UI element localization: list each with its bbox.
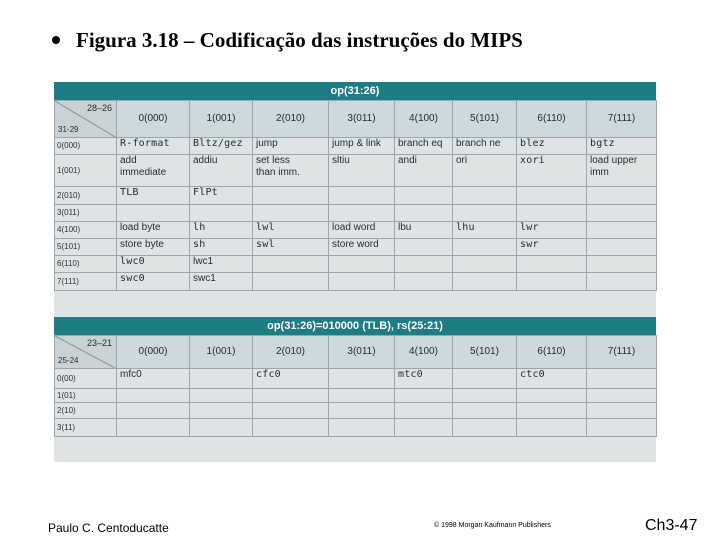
instruction-name: swc1	[193, 273, 216, 284]
column-header: 2(010)	[253, 336, 329, 369]
instruction-cell	[587, 155, 657, 187]
row-header: 6(110)	[55, 256, 117, 273]
column-header: 5(101)	[453, 101, 517, 138]
instruction-name: load word	[332, 222, 376, 233]
instruction-name: imm	[590, 167, 609, 178]
instruction-name: R-format	[120, 138, 170, 149]
instruction-name: FlPt	[193, 187, 218, 198]
instruction-name: swc0	[120, 273, 145, 284]
instruction-name: store byte	[120, 239, 164, 250]
corner-row-bits: 31-29	[58, 125, 79, 134]
instruction-name: than imm.	[256, 167, 300, 178]
table2-corner-cell	[55, 336, 117, 369]
column-header: 6(110)	[517, 336, 587, 369]
instruction-cell	[190, 369, 253, 389]
instruction-cell	[117, 256, 190, 273]
instruction-cell	[253, 389, 329, 403]
instruction-cell	[517, 222, 587, 239]
instruction-name: bgtz	[590, 138, 615, 149]
instruction-cell	[395, 419, 453, 437]
instruction-cell	[190, 138, 253, 155]
instruction-name: TLB	[120, 187, 139, 198]
instruction-name: lh	[193, 222, 206, 233]
instruction-cell	[253, 239, 329, 256]
instruction-cell	[190, 273, 253, 291]
row-header: 7(111)	[55, 273, 117, 291]
instruction-cell	[253, 273, 329, 291]
footer-page-number: Ch3-47	[645, 517, 698, 534]
instruction-cell	[453, 239, 517, 256]
instruction-cell	[587, 389, 657, 403]
instruction-cell	[517, 403, 587, 419]
instruction-name: set less	[256, 155, 290, 166]
instruction-cell	[587, 239, 657, 256]
row-header: 1(001)	[55, 155, 117, 187]
instruction-name: lhu	[456, 222, 475, 233]
instruction-encoding-figure	[54, 82, 656, 462]
instruction-cell	[453, 138, 517, 155]
instruction-cell	[587, 273, 657, 291]
instruction-name: lwc1	[193, 256, 214, 267]
instruction-name: mtc0	[398, 369, 423, 380]
table-row	[55, 155, 657, 187]
instruction-cell	[253, 205, 329, 222]
row-header: 4(100)	[55, 222, 117, 239]
instruction-cell	[117, 187, 190, 205]
row-header: 3(11)	[55, 419, 117, 437]
instruction-cell	[453, 205, 517, 222]
instruction-name: swl	[256, 239, 275, 250]
instruction-cell	[117, 138, 190, 155]
instruction-cell	[587, 222, 657, 239]
column-header: 7(111)	[587, 101, 657, 138]
instruction-cell	[117, 273, 190, 291]
instruction-cell	[395, 155, 453, 187]
instruction-name: lwc0	[120, 256, 145, 267]
instruction-cell	[190, 222, 253, 239]
instruction-name: load upper	[590, 155, 638, 166]
instruction-cell	[587, 205, 657, 222]
instruction-name: mfc0	[120, 369, 142, 380]
corner-row-bits: 25-24	[58, 356, 79, 365]
instruction-cell	[190, 187, 253, 205]
row-header: 3(011)	[55, 205, 117, 222]
instruction-cell	[517, 273, 587, 291]
instruction-cell	[190, 389, 253, 403]
instruction-name: branch eq	[398, 138, 443, 149]
instruction-cell	[453, 155, 517, 187]
instruction-name: store word	[332, 239, 379, 250]
table-row	[55, 389, 657, 403]
column-header: 0(000)	[117, 101, 190, 138]
instruction-cell	[329, 273, 395, 291]
table-row	[55, 419, 657, 437]
instruction-cell	[329, 138, 395, 155]
instruction-cell	[253, 256, 329, 273]
instruction-name: ctc0	[520, 369, 545, 380]
slide-title-text: Figura 3.18 – Codificação das instruções do MIPS	[76, 28, 523, 52]
instruction-name: lwr	[520, 222, 539, 233]
table-row	[55, 138, 657, 155]
row-header: 2(10)	[55, 403, 117, 419]
column-header: 4(100)	[395, 336, 453, 369]
instruction-cell	[453, 403, 517, 419]
instruction-name: immediate	[120, 167, 167, 178]
instruction-cell	[517, 138, 587, 155]
row-header: 5(101)	[55, 239, 117, 256]
instruction-cell	[517, 187, 587, 205]
instruction-cell	[253, 419, 329, 437]
instruction-cell	[329, 369, 395, 389]
instruction-cell	[190, 256, 253, 273]
column-header: 1(001)	[190, 336, 253, 369]
column-header: 4(100)	[395, 101, 453, 138]
instruction-cell	[395, 205, 453, 222]
instruction-name: lbu	[398, 222, 412, 233]
table-row	[55, 205, 657, 222]
instruction-name: lwl	[256, 222, 275, 233]
instruction-cell	[517, 389, 587, 403]
instruction-cell	[453, 187, 517, 205]
instruction-cell	[117, 419, 190, 437]
instruction-name: andi	[398, 155, 417, 166]
instruction-cell	[453, 389, 517, 403]
column-header: 5(101)	[453, 336, 517, 369]
instruction-cell	[329, 389, 395, 403]
instruction-name: load byte	[120, 222, 161, 233]
instruction-cell	[395, 187, 453, 205]
instruction-cell	[329, 205, 395, 222]
instruction-name: addiu	[193, 155, 218, 166]
instruction-cell	[453, 369, 517, 389]
table-row	[55, 256, 657, 273]
table-row	[55, 187, 657, 205]
opcode-table	[54, 100, 657, 291]
instruction-cell	[587, 256, 657, 273]
instruction-cell	[190, 403, 253, 419]
bullet-icon	[52, 36, 60, 44]
instruction-name: xori	[520, 155, 545, 166]
instruction-cell	[253, 138, 329, 155]
instruction-name: add	[120, 155, 137, 166]
instruction-cell	[117, 155, 190, 187]
instruction-cell	[190, 419, 253, 437]
instruction-name: ori	[456, 155, 468, 166]
instruction-cell	[253, 187, 329, 205]
instruction-cell	[253, 403, 329, 419]
column-header: 7(111)	[587, 336, 657, 369]
row-header: 0(00)	[55, 369, 117, 389]
instruction-cell	[395, 256, 453, 273]
instruction-cell	[395, 239, 453, 256]
instruction-cell	[587, 419, 657, 437]
table-row	[55, 369, 657, 389]
table1-banner: op(31:26)	[54, 82, 656, 100]
instruction-cell	[190, 205, 253, 222]
row-header: 0(000)	[55, 138, 117, 155]
corner-column-bits: 23–21	[86, 338, 112, 348]
instruction-cell	[395, 222, 453, 239]
instruction-cell	[253, 369, 329, 389]
instruction-cell	[253, 155, 329, 187]
instruction-cell	[453, 256, 517, 273]
instruction-cell	[395, 389, 453, 403]
footer-author: Paulo C. Centoducatte	[48, 521, 169, 535]
instruction-cell	[329, 403, 395, 419]
instruction-cell	[517, 205, 587, 222]
instruction-name: blez	[520, 138, 545, 149]
instruction-name: jump & link	[332, 138, 381, 149]
instruction-name: Bltz/gez	[193, 138, 243, 149]
instruction-cell	[329, 239, 395, 256]
instruction-cell	[517, 256, 587, 273]
instruction-cell	[117, 369, 190, 389]
instruction-cell	[329, 187, 395, 205]
instruction-cell	[517, 155, 587, 187]
column-header: 0(000)	[117, 336, 190, 369]
instruction-cell	[517, 419, 587, 437]
instruction-cell	[117, 389, 190, 403]
instruction-name: branch ne	[456, 138, 501, 149]
footer-copyright: © 1998 Morgan Kaufmann Publishers	[434, 522, 551, 529]
instruction-cell	[395, 403, 453, 419]
instruction-cell	[453, 419, 517, 437]
instruction-cell	[117, 222, 190, 239]
instruction-name: sh	[193, 239, 206, 250]
column-header: 2(010)	[253, 101, 329, 138]
table-row	[55, 273, 657, 291]
instruction-name: sltiu	[332, 155, 350, 166]
instruction-cell	[587, 187, 657, 205]
instruction-cell	[453, 222, 517, 239]
instruction-cell	[587, 138, 657, 155]
instruction-cell	[253, 222, 329, 239]
row-header: 1(01)	[55, 389, 117, 403]
instruction-cell	[329, 155, 395, 187]
table2-banner: op(31:26)=010000 (TLB), rs(25:21)	[54, 317, 656, 335]
column-header: 1(001)	[190, 101, 253, 138]
tlb-rs-table	[54, 335, 657, 437]
table-row	[55, 403, 657, 419]
instruction-cell	[453, 273, 517, 291]
instruction-cell	[587, 369, 657, 389]
column-header: 6(110)	[517, 101, 587, 138]
instruction-cell	[517, 369, 587, 389]
instruction-name: swr	[520, 239, 539, 250]
instruction-cell	[329, 222, 395, 239]
instruction-cell	[117, 239, 190, 256]
instruction-cell	[395, 273, 453, 291]
table-row	[55, 239, 657, 256]
table1-corner-cell	[55, 101, 117, 138]
slide-title	[52, 28, 523, 53]
column-header: 3(011)	[329, 336, 395, 369]
instruction-cell	[329, 419, 395, 437]
instruction-cell	[517, 239, 587, 256]
instruction-name: jump	[256, 138, 278, 149]
instruction-cell	[190, 239, 253, 256]
corner-column-bits: 28–26	[86, 103, 112, 113]
instruction-cell	[395, 138, 453, 155]
instruction-cell	[395, 369, 453, 389]
instruction-cell	[117, 403, 190, 419]
instruction-cell	[587, 403, 657, 419]
table-row	[55, 222, 657, 239]
instruction-cell	[117, 205, 190, 222]
instruction-cell	[329, 256, 395, 273]
row-header: 2(010)	[55, 187, 117, 205]
column-header: 3(011)	[329, 101, 395, 138]
instruction-name: cfc0	[256, 369, 281, 380]
instruction-cell	[190, 155, 253, 187]
